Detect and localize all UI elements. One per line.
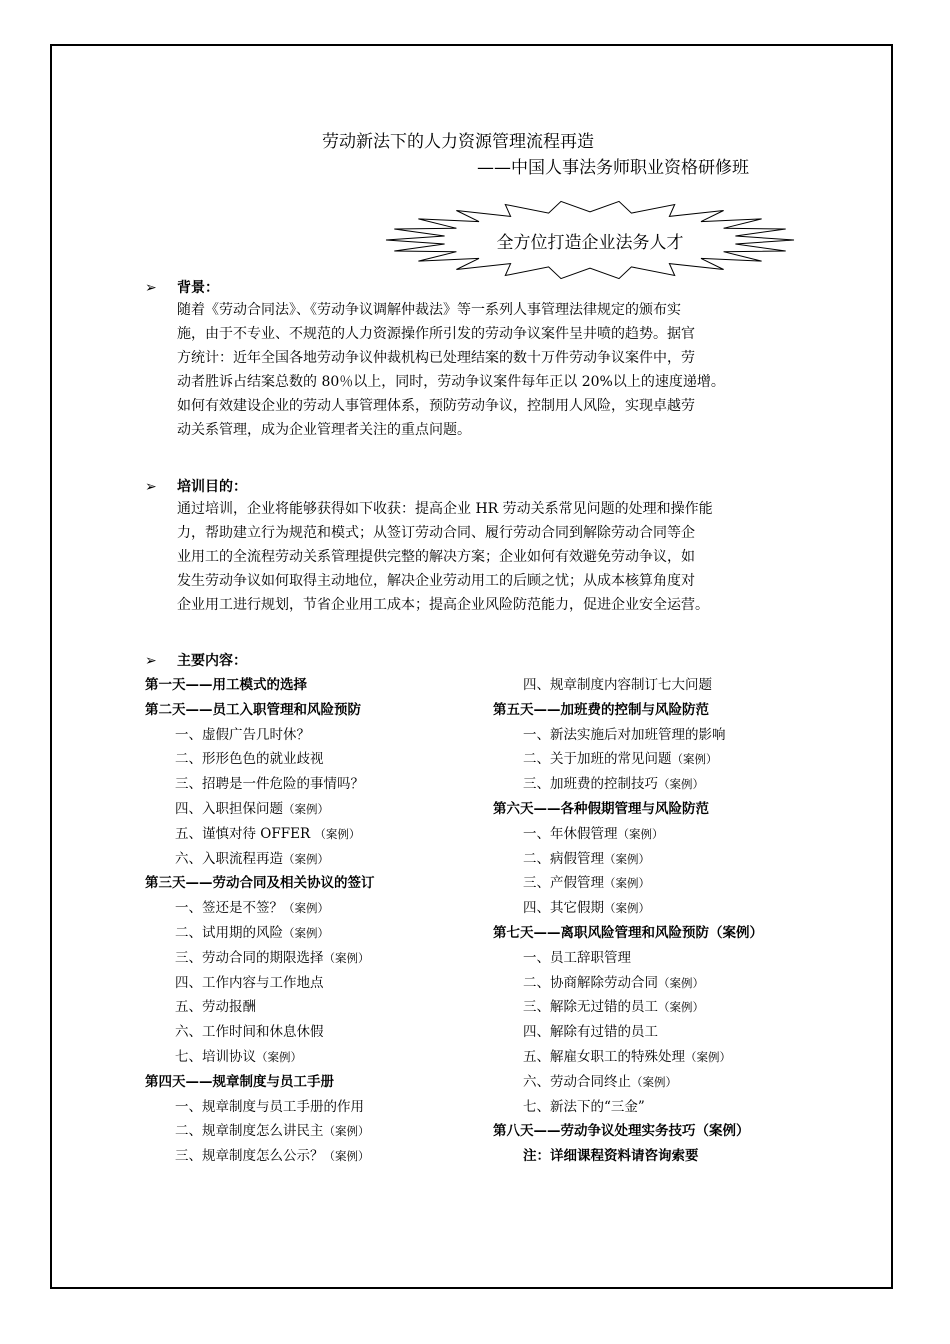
slogan-text: 全方位打造企业法务人才 xyxy=(496,232,684,253)
paragraph-line: 通过培训，企业将能够获得如下收获：提高企业 HR 劳动关系常见问题的处理和操作能 xyxy=(177,501,713,517)
course-text: 一、虚假广告几时休？ xyxy=(175,726,310,743)
case-tag: （案例） xyxy=(658,1000,704,1015)
course-topic xyxy=(145,946,485,971)
course-text: 四、入职担保问题 xyxy=(175,800,283,817)
course-text: 五、劳动报酬 xyxy=(175,999,256,1016)
case-tag: （案例） xyxy=(283,901,329,916)
contents-right-column xyxy=(493,673,873,1169)
paragraph-line: 力，帮助建立行为规范和模式；从签订劳动合同、履行劳动合同到解除劳动合同等企 xyxy=(177,525,695,541)
course-text: 二、形形色色的就业歧视 xyxy=(175,751,324,768)
course-day-heading xyxy=(145,1070,485,1095)
course-topic xyxy=(145,1119,485,1144)
course-topic xyxy=(145,797,485,822)
course-topic xyxy=(145,1095,485,1120)
course-topic xyxy=(493,1070,873,1095)
course-topic xyxy=(493,1020,873,1045)
course-text: 第一天——用工模式的选择 xyxy=(145,677,307,693)
course-day-heading xyxy=(145,673,485,698)
case-tag: （案例） xyxy=(604,901,650,916)
course-text: 三、加班费的控制技巧 xyxy=(523,776,658,793)
course-text: 第二天——员工入职管理和风险预防 xyxy=(145,701,361,718)
course-text: 三、劳动合同的期限选择 xyxy=(175,949,324,966)
case-tag: （案例） xyxy=(685,1049,731,1064)
case-tag: （案例） xyxy=(617,826,664,841)
course-topic xyxy=(493,723,873,748)
course-text: 二、协商解除劳动合同 xyxy=(523,974,658,991)
course-day-heading xyxy=(145,698,485,723)
document-title: 劳动新法下的人力资源管理流程再造 xyxy=(322,132,594,152)
paragraph-line: 动者胜诉占结案总数的 80％以上，同时，劳动争议案件每年正以 20%以上的速度递增。 xyxy=(177,374,725,390)
arrow-bullet-icon: ➢ xyxy=(145,280,157,296)
course-text: 第三天——劳动合同及相关协议的签订 xyxy=(145,875,375,892)
course-text: 一、签还是不签？ xyxy=(175,900,283,917)
course-text: 五、解雇女职工的特殊处理 xyxy=(523,1048,685,1065)
course-topic xyxy=(493,995,873,1020)
course-text: 一、员工辞职管理 xyxy=(523,949,631,966)
course-topic xyxy=(493,673,873,698)
paragraph-line: 业用工的全流程劳动关系管理提供完整的解决方案；企业如何有效避免劳动争议，如 xyxy=(177,549,695,565)
course-topic xyxy=(493,971,873,996)
course-text: 第五天——加班费的控制与风险防范 xyxy=(493,701,709,718)
case-tag: （案例） xyxy=(314,826,361,841)
course-text: 三、规章制度怎么公示？ xyxy=(175,1148,324,1165)
course-text: 六、劳动合同终止 xyxy=(523,1073,631,1090)
paragraph-line: 施，由于不专业、不规范的人力资源操作所引发的劳动争议案件呈井喷的趋势。据官 xyxy=(177,326,695,342)
course-topic xyxy=(145,971,485,996)
paragraph-line: 企业用工进行规划，节省企业用工成本；提高企业风险防范能力，促进企业安全运营。 xyxy=(177,597,709,613)
course-topic xyxy=(493,1095,873,1120)
course-day-heading xyxy=(493,797,873,822)
paragraph-line: 随着《劳动合同法》、《劳动争议调解仲裁法》等一系列人事管理法律规定的颁布实 xyxy=(177,302,681,318)
course-topic xyxy=(493,772,873,797)
background-heading: ➢ 背景： xyxy=(145,280,219,296)
course-text: 四、规章制度内容制订七大问题 xyxy=(523,677,712,693)
case-tag: （案例） xyxy=(323,950,370,965)
course-topic xyxy=(145,772,485,797)
course-topic xyxy=(493,747,873,772)
course-text: 注：详细课程资料请咨询索要 xyxy=(523,1148,699,1165)
course-text: 三、产假管理 xyxy=(523,875,604,892)
course-topic xyxy=(493,1045,873,1070)
contents-left-column xyxy=(145,673,485,1169)
course-text: 四、工作内容与工作地点 xyxy=(175,974,324,991)
course-topic xyxy=(145,1020,485,1045)
course-text: 四、其它假期 xyxy=(523,900,604,917)
paragraph-line: 发生劳动争议如何取得主动地位，解决企业劳动用工的后顾之忧；从成本核算角度对 xyxy=(177,573,695,589)
course-text: 第四天——规章制度与员工手册 xyxy=(145,1073,334,1090)
case-tag: （案例） xyxy=(671,752,718,767)
course-day-heading xyxy=(493,1119,873,1144)
course-text: 七、培训协议 xyxy=(175,1048,256,1065)
case-tag: （案例） xyxy=(323,1149,370,1164)
paragraph-line: 动关系管理，成为企业管理者关注的重点问题。 xyxy=(177,422,471,438)
course-day-heading xyxy=(493,921,873,946)
course-text: 三、解除无过错的员工 xyxy=(523,999,658,1016)
course-topic xyxy=(145,1045,485,1070)
paragraph-line: 如何有效建设企业的劳动人事管理体系，预防劳动争议，控制用人风险，实现卓越劳 xyxy=(177,398,695,414)
course-day-heading xyxy=(145,871,485,896)
course-text: 三、招聘是一件危险的事情吗？ xyxy=(175,776,364,793)
course-topic xyxy=(493,871,873,896)
purpose-paragraph xyxy=(177,497,713,617)
course-topic xyxy=(145,723,485,748)
case-tag: （案例） xyxy=(658,975,704,990)
course-topic xyxy=(145,747,485,772)
course-topic xyxy=(145,822,485,847)
course-topic xyxy=(145,896,485,921)
case-tag: （案例） xyxy=(283,925,329,940)
course-text: 二、病假管理 xyxy=(523,850,604,867)
course-text: 一、规章制度与员工手册的作用 xyxy=(175,1098,364,1115)
arrow-bullet-icon: ➢ xyxy=(145,653,157,669)
course-text: 五、谨慎对待 OFFER xyxy=(175,825,315,842)
course-text: 第八天——劳动争议处理实务技巧（案例） xyxy=(493,1123,750,1140)
course-note xyxy=(493,1144,873,1169)
course-text: 一、新法实施后对加班管理的影响 xyxy=(523,726,726,743)
case-tag: （案例） xyxy=(604,851,650,866)
course-topic xyxy=(493,946,873,971)
course-topic xyxy=(145,921,485,946)
course-text: 第七天——离职风险管理和风险预防（案例） xyxy=(493,924,763,941)
course-text: 二、关于加班的常见问题 xyxy=(523,751,672,768)
course-text: 四、解除有过错的员工 xyxy=(523,1024,658,1041)
case-tag: （案例） xyxy=(256,1049,302,1064)
course-text: 二、规章制度怎么讲民主 xyxy=(175,1123,324,1140)
course-topic xyxy=(493,896,873,921)
course-topic xyxy=(493,822,873,847)
course-topic xyxy=(145,995,485,1020)
purpose-heading: ➢ 培训目的： xyxy=(145,479,247,495)
course-text: 六、入职流程再造 xyxy=(175,850,283,867)
course-text: 七、新法下的“三金” xyxy=(523,1098,645,1115)
course-text: 二、试用期的风险 xyxy=(175,924,283,941)
document-subtitle: ——中国人事法务师职业资格研修班 xyxy=(477,158,749,178)
course-text: 一、年休假管理 xyxy=(523,825,618,842)
case-tag: （案例） xyxy=(283,801,329,816)
course-text: 第六天——各种假期管理与风险防范 xyxy=(493,800,709,817)
paragraph-line: 方统计：近年全国各地劳动争议仲裁机构已处理结案的数十万件劳动争议案件中，劳 xyxy=(177,350,695,366)
course-topic xyxy=(145,1144,485,1169)
case-tag: （案例） xyxy=(631,1074,677,1089)
arrow-bullet-icon: ➢ xyxy=(145,479,157,495)
contents-heading: ➢ 主要内容： xyxy=(145,653,247,669)
case-tag: （案例） xyxy=(658,777,704,792)
case-tag: （案例） xyxy=(604,876,650,891)
case-tag: （案例） xyxy=(323,1124,370,1139)
background-paragraph xyxy=(177,298,725,442)
course-day-heading xyxy=(493,698,873,723)
course-topic xyxy=(493,847,873,872)
course-text: 六、工作时间和休息休假 xyxy=(175,1024,324,1041)
course-topic xyxy=(145,847,485,872)
case-tag: （案例） xyxy=(283,851,329,866)
